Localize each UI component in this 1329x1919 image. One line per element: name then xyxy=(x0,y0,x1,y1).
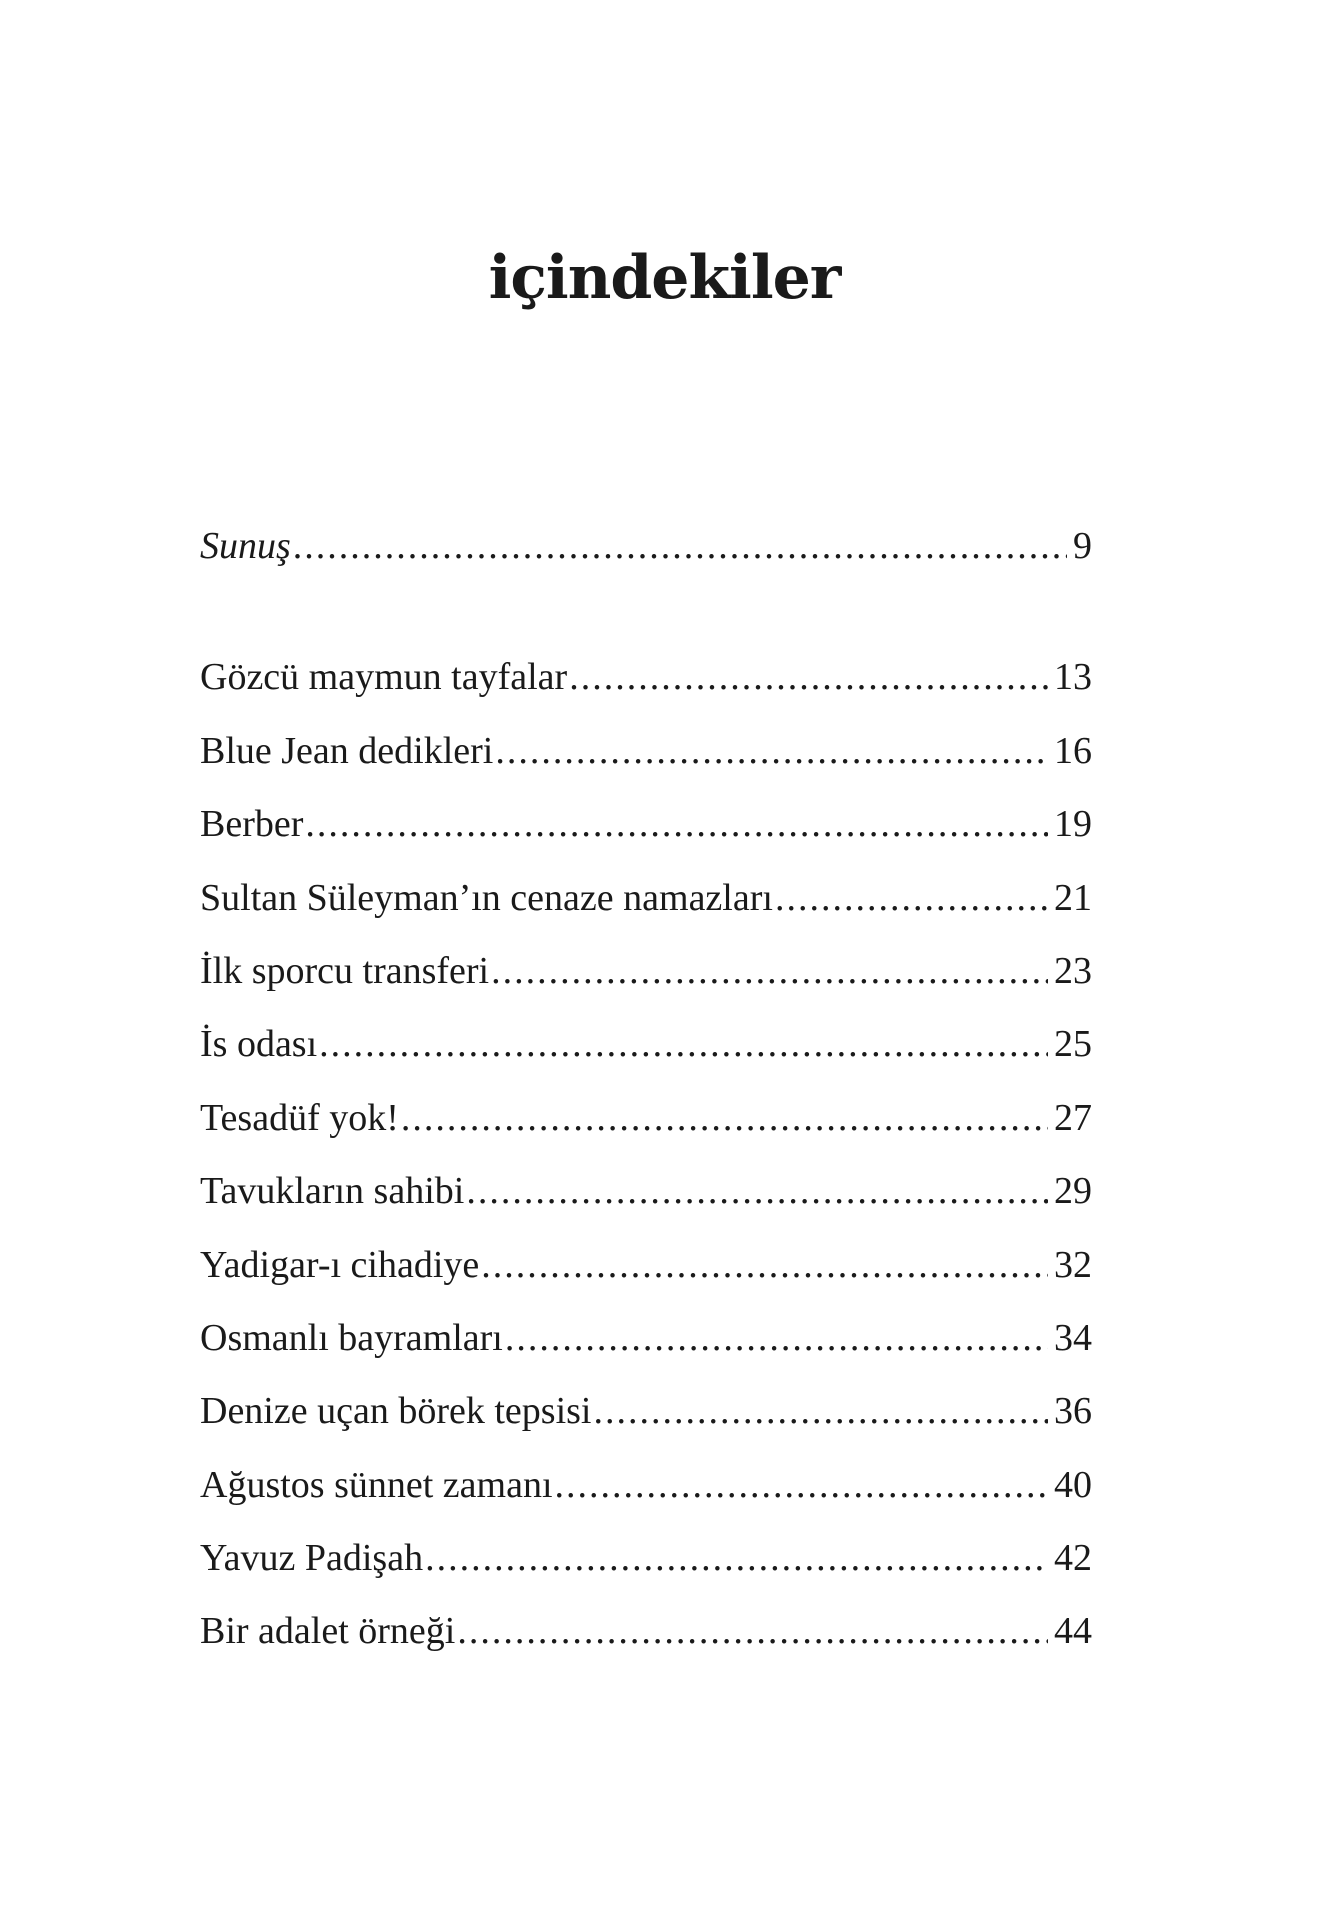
dot-leader xyxy=(425,1522,1048,1595)
toc-entry[interactable] xyxy=(200,1008,1092,1081)
toc-entry-page: 25 xyxy=(1054,1023,1092,1066)
toc-entry-page: 29 xyxy=(1054,1170,1092,1213)
toc-entry-label: Bir adalet örneği xyxy=(200,1610,456,1653)
toc-entry-label: Tesadüf yok! xyxy=(200,1096,399,1139)
toc-entry[interactable] xyxy=(200,1522,1092,1595)
toc-entry[interactable] xyxy=(200,641,1092,714)
toc-entry-label: Gözcü maymun tayfalar xyxy=(200,656,568,699)
dot-leader xyxy=(305,788,1048,861)
dot-leader xyxy=(593,1375,1048,1448)
toc-entry-label: Ağustos sünnet zamanı xyxy=(200,1463,553,1506)
toc-entry[interactable] xyxy=(200,1375,1092,1448)
toc-entry-page: 21 xyxy=(1054,876,1092,919)
dot-leader xyxy=(495,715,1048,788)
toc-entry-label: İlk sporcu transferi xyxy=(200,949,490,992)
toc-entry-label: Tavukların sahibi xyxy=(200,1170,465,1213)
dot-leader xyxy=(775,862,1048,935)
toc-entry-page: 32 xyxy=(1054,1243,1092,1286)
toc-entry[interactable] xyxy=(200,1229,1092,1302)
toc-entry[interactable] xyxy=(200,1449,1092,1522)
dot-leader xyxy=(401,1082,1048,1155)
toc-entry[interactable] xyxy=(200,715,1092,788)
toc-entry-label: Berber xyxy=(200,803,304,846)
toc-entry[interactable] xyxy=(200,1302,1092,1375)
toc-entry[interactable] xyxy=(200,935,1092,1008)
dot-leader xyxy=(505,1302,1048,1375)
toc-entry-label: Yavuz Padişah xyxy=(200,1537,424,1580)
toc-entry-label: Yadigar-ı cihadiye xyxy=(200,1243,480,1286)
toc-entry-page: 34 xyxy=(1054,1316,1092,1359)
toc-entry[interactable] xyxy=(200,862,1092,935)
toc-entry-page: 40 xyxy=(1054,1463,1092,1506)
dot-leader xyxy=(319,1008,1048,1081)
dot-leader xyxy=(466,1155,1048,1228)
toc-entry-page: 27 xyxy=(1054,1096,1092,1139)
toc-entry[interactable] xyxy=(200,1155,1092,1228)
toc-entry-page: 42 xyxy=(1054,1537,1092,1580)
toc-entry[interactable] xyxy=(200,1082,1092,1155)
toc-entry[interactable] xyxy=(200,788,1092,861)
toc-entry[interactable] xyxy=(200,1595,1092,1668)
dot-leader xyxy=(481,1229,1048,1302)
dot-leader xyxy=(457,1595,1048,1668)
toc-entry-label: Denize uçan börek tepsisi xyxy=(200,1390,592,1433)
toc-entry-page: 16 xyxy=(1054,729,1092,772)
toc-entry-page: 19 xyxy=(1054,803,1092,846)
toc-entry-page: 13 xyxy=(1054,656,1092,699)
toc-entry-page: 23 xyxy=(1054,949,1092,992)
toc-entry-label: Sunuş xyxy=(200,525,291,567)
toc-entry-label: Blue Jean dedikleri xyxy=(200,729,494,772)
dot-leader xyxy=(555,1449,1048,1522)
page-title: içindekiler xyxy=(488,243,841,313)
toc-entry-intro[interactable] xyxy=(200,510,1092,583)
dot-leader xyxy=(293,510,1067,583)
toc-entry-page: 44 xyxy=(1054,1610,1092,1653)
toc-entry-label: Osmanlı bayramları xyxy=(200,1316,503,1359)
toc-entry-page: 9 xyxy=(1073,525,1092,567)
toc-entry-label: Sultan Süleyman’ın cenaze namazları xyxy=(200,876,773,919)
dot-leader xyxy=(491,935,1048,1008)
table-of-contents xyxy=(200,510,1092,1669)
toc-entry-page: 36 xyxy=(1054,1390,1092,1433)
dot-leader xyxy=(569,641,1048,714)
toc-entry-label: İs odası xyxy=(200,1023,318,1066)
